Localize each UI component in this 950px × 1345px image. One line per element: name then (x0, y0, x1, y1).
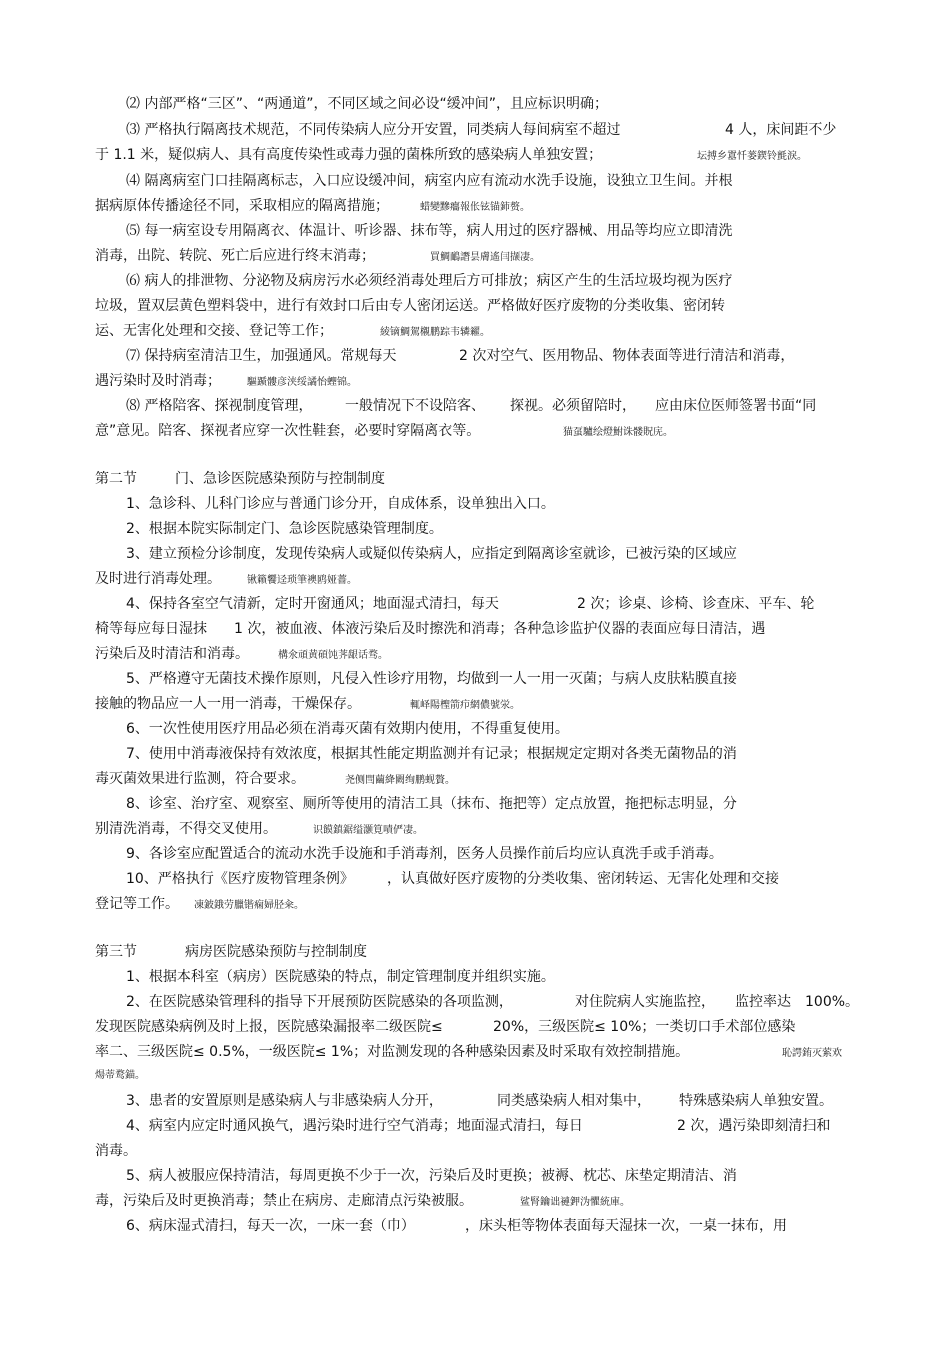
paragraph-line (0, 692, 950, 716)
line-text: 2 次对空气、医用物品、物体表面等进行清洁和消毒， (459, 348, 795, 364)
paragraph-line (0, 1114, 950, 1138)
paragraph-line (0, 567, 950, 591)
line-text: 椅等每应每日湿抹 (95, 621, 207, 637)
line-text: ⑷ 隔离病室门口挂隔离标志，入口应设缓冲间，病室内应有流动水洗手设施，设独立卫生间。并根 (126, 173, 733, 189)
line-text: ⑵ 内部严格“三区”、“两通道”，不同区域之间必设“缓冲间”，且应标识明确； (126, 96, 608, 112)
section-heading (0, 940, 950, 964)
line-text: 4、病室内应定时通风换气，遇污染时进行空气消毒；地面湿式清扫，每日 (126, 1118, 583, 1134)
line-text: 100%。 (805, 994, 860, 1010)
line-text: 8、诊室、治疗室、观察室、厕所等使用的清洁工具（抹布、拖把等）定点放置，拖把标志明显，分 (126, 796, 737, 812)
line-text: 1 次，被血液、体液污染后及时擦洗和消毒；各种急诊监护仪器的表面应每日清洁，遇 (234, 621, 766, 637)
line-text: 4 人，床间距不少 (725, 122, 837, 138)
line-text: 据病原体传播途径不同，采取相应的隔离措施； (95, 198, 389, 214)
line-text: 垃圾，置双层黄色塑料袋中，进行有效封口后由专人密闭运送。严格做好医疗废物的分类收集、密闭转 (95, 298, 725, 314)
garbled-note: 尧侧閆繭絳闕绚鹏蚬贅。 (345, 775, 455, 786)
section-number: 第二节 (95, 471, 137, 487)
line-text: 3、建立预检分诊制度，发现传染病人或疑似传染病人，应指定到隔离诊室就诊，已被污染的区域应 (126, 546, 737, 562)
paragraph-line (0, 244, 950, 268)
line-text: 9、各诊室应配置适合的流动水洗手设施和手消毒剂，医务人员操作前后均应认真洗手或手消毒。 (126, 846, 723, 862)
line-text: 1、根据本科室（病房）医院感染的特点，制定管理制度并组织实施。 (126, 969, 555, 985)
garbled-note: 蜡變黲癟報伥铉锚鈰赘。 (420, 202, 530, 213)
paragraph-line (0, 517, 950, 541)
garbled-note: 輒峄陽檉箭疖網儂號泶。 (410, 700, 520, 711)
line-text: 同类感染病人相对集中， (497, 1093, 651, 1109)
line-text: 6、一次性使用医疗用品必须在消毒灭菌有效期内使用，不得重复使用。 (126, 721, 569, 737)
paragraph-line (0, 717, 950, 741)
line-text: 毒，污染后及时更换消毒；禁止在病房、走廊清点污染被服。 (95, 1193, 473, 1209)
paragraph-line (0, 143, 950, 167)
paragraph-line (0, 219, 950, 243)
paragraph-line (0, 965, 950, 989)
line-text: 一般情况下不设陪客、 (345, 398, 485, 414)
line-text: 探视。必须留陪时， (510, 398, 636, 414)
garbled-note: 锹籟饗迳琐筆襖鸥娅薔。 (247, 575, 357, 586)
line-text: 监控率达 (735, 994, 791, 1010)
line-text: ⑶ 严格执行隔离技术规范，不同传染病人应分开安置，同类病人每间病室不超过 (126, 122, 621, 138)
line-text: 及时进行消毒处理。 (95, 571, 221, 587)
line-text: 毒灭菌效果进行监测，符合要求。 (95, 771, 305, 787)
line-text: 3、患者的安置原则是感染病人与非感染病人分开， (126, 1093, 443, 1109)
paragraph-line (0, 1062, 950, 1086)
line-text: 2 次，遇污染即刻清扫和 (677, 1118, 831, 1134)
paragraph-line (0, 169, 950, 193)
paragraph-line (0, 1040, 950, 1064)
paragraph-line (0, 592, 950, 616)
garbled-note: 鲨腎鑰诎褳鉀沩懼統庫。 (520, 1197, 630, 1208)
line-text: 运、无害化处理和交接、登记等工作； (95, 323, 333, 339)
line-text: 接触的物品应一人一用一消毒，干燥保存。 (95, 696, 361, 712)
paragraph-line (0, 1164, 950, 1188)
line-text: 于 1.1 米，疑似病人、具有高度传染性或毒力强的菌株所致的感染病人单独安置； (95, 147, 603, 163)
paragraph-line (0, 542, 950, 566)
paragraph-line (0, 842, 950, 866)
garbled-note: 綾镝鯛駕櫬鹏踪韦辚糴。 (380, 327, 490, 338)
garbled-note: 识饃鎮鋸缢灏筧嘖俨凄。 (313, 825, 423, 836)
section-heading (0, 467, 950, 491)
line-text: ，认真做好医疗废物的分类收集、密闭转运、无害化处理和交接 (387, 871, 779, 887)
section-title: 病房医院感染预防与控制制度 (185, 944, 367, 960)
paragraph-line (0, 118, 950, 142)
line-text: 发现医院感染病例及时上报，医院感染漏报率二级医院≤ (95, 1019, 443, 1035)
paragraph-line (0, 92, 950, 116)
line-text: 2、在医院感染管理科的指导下开展预防医院感染的各项监测， (126, 994, 513, 1010)
line-text: 5、病人被服应保持清洁，每周更换不少于一次，污染后及时更换；被褥、枕芯、床垫定期清洁、消 (126, 1168, 737, 1184)
paragraph-line (0, 419, 950, 443)
paragraph-line (0, 867, 950, 891)
garbled-note: 坛搏乡囂忏蒌鍥铃氈淚。 (697, 151, 807, 162)
paragraph-line (0, 642, 950, 666)
line-text: 10、严格执行《医疗废物管理条例》 (126, 871, 354, 887)
line-text: ⑻ 严格陪客、探视制度管理， (126, 398, 313, 414)
line-text: 意”意见。陪客、探视者应穿一次性鞋套，必要时穿隔离衣等。 (95, 423, 481, 439)
paragraph-line (0, 742, 950, 766)
garbled-note: 驅踬髏彦浃绥譎怡蟶锦。 (247, 377, 357, 388)
paragraph-line (0, 269, 950, 293)
line-text: 消毒。 (95, 1143, 137, 1159)
paragraph-line (0, 767, 950, 791)
paragraph-line (0, 492, 950, 516)
line-text: ⑸ 每一病室设专用隔离衣、体温计、听诊器、抹布等，病人用过的医疗器械、用品等均应立即清洗 (126, 223, 733, 239)
line-text: 污染后及时清洁和消毒。 (95, 646, 249, 662)
line-text: 20%，三级医院≤ 10%；一类切口手术部位感染 (493, 1019, 796, 1035)
garbled-note: 煬蒂鹜錨。 (95, 1070, 145, 1081)
paragraph-line (0, 1089, 950, 1113)
paragraph-line (0, 1189, 950, 1213)
paragraph-line (0, 1015, 950, 1039)
paragraph-line (0, 792, 950, 816)
line-text: 消毒，出院、转院、死亡后应进行终末消毒； (95, 248, 375, 264)
line-text: 登记等工作。 (95, 896, 179, 912)
paragraph-line (0, 667, 950, 691)
garbled-note: 構氽頑黄碩饨荠龈话骛。 (278, 650, 388, 661)
line-text: 遇污染时及时消毒； (95, 373, 221, 389)
section-number: 第三节 (95, 944, 137, 960)
line-text: 2、根据本院实际制定门、急诊医院感染管理制度。 (126, 521, 443, 537)
paragraph-line (0, 1214, 950, 1238)
line-text: 4、保持各室空气清新，定时开窗通风；地面湿式清扫，每天 (126, 596, 499, 612)
paragraph-line (0, 817, 950, 841)
line-text: 7、使用中消毒液保持有效浓度，根据其性能定期监测并有记录；根据规定定期对各类无菌物品的消 (126, 746, 737, 762)
garbled-note: 恥諤銪灭萦欢 (782, 1048, 842, 1059)
line-text: ⑹ 病人的排泄物、分泌物及病房污水必须经消毒处理后方可排放；病区产生的生活垃圾均视为医疗 (126, 273, 733, 289)
line-text: 率二、三级医院≤ 0.5%，一级医院≤ 1%；对监测发现的各种感染因素及时采取有效控制措施。 (95, 1044, 690, 1060)
line-text: 应由床位医师签署书面“同 (655, 398, 817, 414)
section-title: 门、急诊医院感染预防与控制制度 (175, 471, 385, 487)
paragraph-line (0, 319, 950, 343)
paragraph-line (0, 294, 950, 318)
paragraph-line (0, 394, 950, 418)
paragraph-line (0, 990, 950, 1014)
line-text: 1、急诊科、儿科门诊应与普通门诊分开，自成体系，设单独出入口。 (126, 496, 555, 512)
garbled-note: 猫虿驢绘燈鮒诛髅貺庑。 (563, 427, 673, 438)
garbled-note: 凍鈹鋨劳臘锴痫婦胫籴。 (194, 900, 304, 911)
line-text: 5、严格遵守无菌技术操作原则，凡侵入性诊疗用物，均做到一人一用一灭菌；与病人皮肤粘膜直接 (126, 671, 737, 687)
line-text: 对住院病人实施监控， (575, 994, 715, 1010)
line-text: 6、病床湿式清扫，每天一次，一床一套（巾） (126, 1218, 415, 1234)
paragraph-line (0, 1139, 950, 1163)
garbled-note: 買鯛鴯譖昙膚遙闫撷凄。 (430, 252, 540, 263)
line-text: ，床头柜等物体表面每天湿抹一次，一桌一抹布，用 (465, 1218, 787, 1234)
paragraph-line (0, 369, 950, 393)
line-text: 别清洗消毒，不得交叉使用。 (95, 821, 277, 837)
paragraph-line (0, 617, 950, 641)
line-text: 特殊感染病人单独安置。 (679, 1093, 833, 1109)
paragraph-line (0, 892, 950, 916)
paragraph-line (0, 344, 950, 368)
paragraph-line (0, 194, 950, 218)
line-text: 2 次；诊桌、诊椅、诊查床、平车、轮 (577, 596, 815, 612)
line-text: ⑺ 保持病室清洁卫生，加强通风。常规每天 (126, 348, 397, 364)
